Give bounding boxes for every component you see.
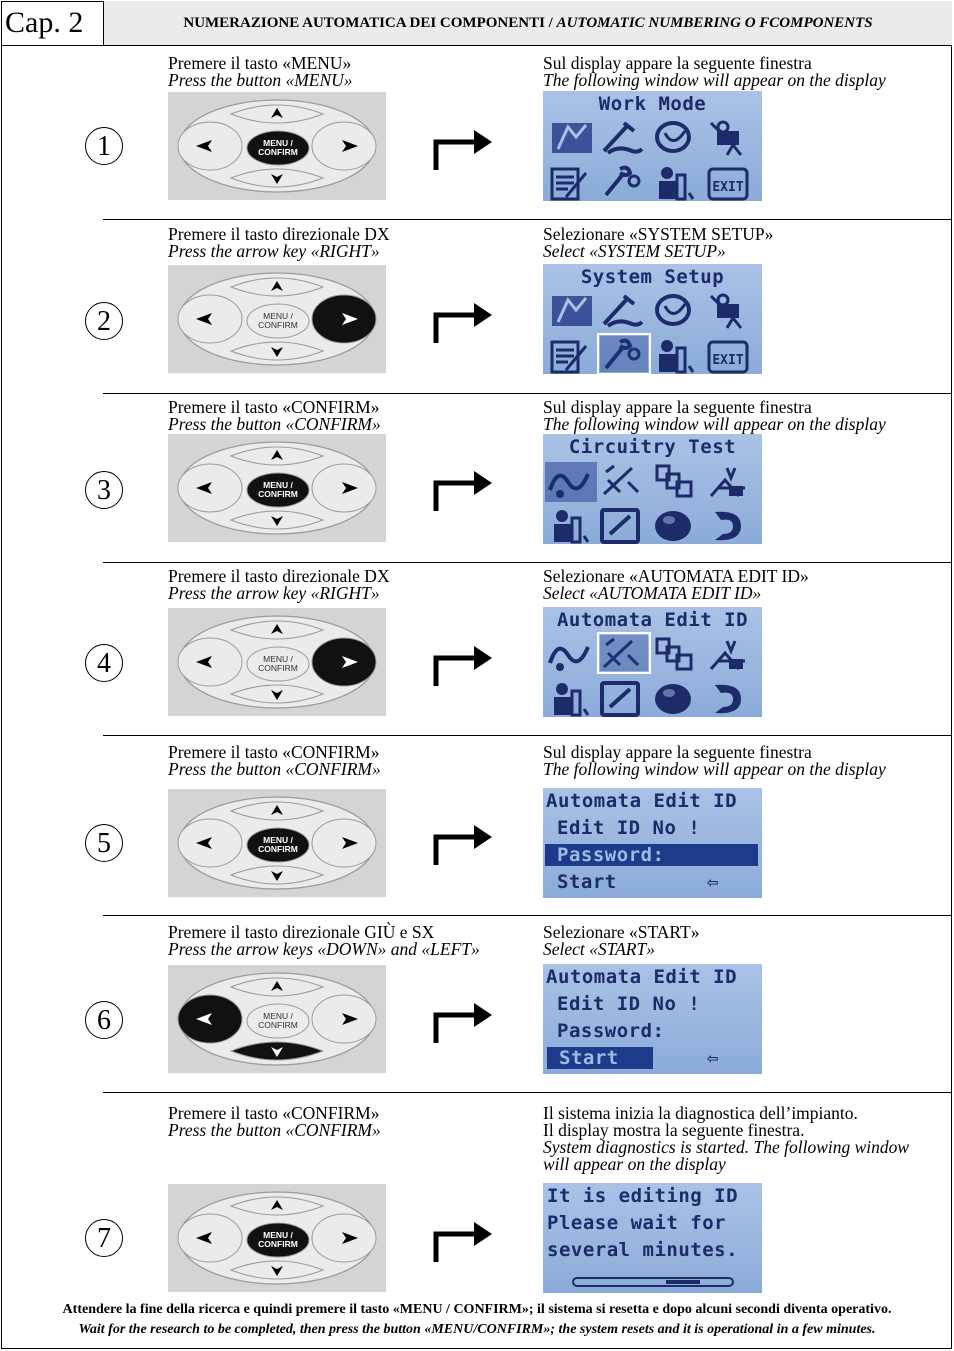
lcd-title: Automata Edit ID xyxy=(546,966,738,988)
result-text xyxy=(543,924,699,958)
lcd-display xyxy=(543,264,762,374)
lcd-message-line: It is editing ID xyxy=(547,1185,739,1207)
step-number: 2 xyxy=(85,302,123,340)
instruction-italian: Premere il tasto «CONFIRM» xyxy=(168,742,380,762)
keypad-right-pressed xyxy=(168,608,386,716)
result-text xyxy=(543,226,773,260)
lcd-display xyxy=(543,434,762,544)
lcd-title: Automata Edit ID xyxy=(556,609,749,631)
step-4 xyxy=(0,562,954,735)
page-title xyxy=(104,1,952,45)
svg-text:CONFIRM: CONFIRM xyxy=(258,1239,298,1249)
svg-text:CONFIRM: CONFIRM xyxy=(258,1020,298,1030)
step-number: 5 xyxy=(85,824,123,862)
keypad-right-pressed xyxy=(168,265,386,373)
result-text xyxy=(543,1105,909,1173)
result-text xyxy=(543,55,886,89)
svg-text:EXIT: EXIT xyxy=(712,353,744,368)
svg-text:MENU /: MENU / xyxy=(263,138,293,148)
lcd-display xyxy=(543,1183,762,1293)
instruction-text xyxy=(168,568,390,602)
arrow-right-icon xyxy=(432,124,494,172)
step-divider xyxy=(103,1092,952,1093)
keypad-menu-pressed xyxy=(168,1184,386,1292)
arrow-right-icon xyxy=(432,640,494,688)
arrow-right-icon xyxy=(432,819,494,867)
footer-english: Wait for the research to be completed, then press the button «MENU/CONFIRM»; the system resets and it is operational in a few minutes. xyxy=(78,1322,876,1337)
lcd-title: Automata Edit ID xyxy=(546,790,738,812)
result-english-2: will appear on the display xyxy=(543,1154,726,1174)
step-divider xyxy=(103,393,952,394)
keypad-menu-pressed xyxy=(168,92,386,200)
step-6 xyxy=(0,915,954,1092)
page-header xyxy=(1,1,952,46)
svg-text:CONFIRM: CONFIRM xyxy=(258,844,298,854)
result-italian: Selezionare «AUTOMATA EDIT ID» xyxy=(543,566,809,586)
step-number: 3 xyxy=(85,471,123,509)
result-english: Select «SYSTEM SETUP» xyxy=(543,241,726,261)
keypad-menu-pressed xyxy=(168,789,386,897)
step-2 xyxy=(0,219,954,393)
result-english: The following window will appear on the display xyxy=(543,70,886,90)
result-italian: Selezionare «START» xyxy=(543,922,700,942)
keypad-down-left-pressed xyxy=(168,965,386,1073)
instruction-text xyxy=(168,924,480,958)
result-text xyxy=(543,399,886,433)
instruction-english: Press the button «CONFIRM» xyxy=(168,414,381,434)
arrow-right-icon xyxy=(432,465,494,513)
svg-text:MENU /: MENU / xyxy=(263,1230,293,1240)
return-arrow-icon: ⇦ xyxy=(707,1047,719,1069)
lcd-line-edit-id: Edit ID No ! xyxy=(557,817,701,839)
svg-text:MENU /: MENU / xyxy=(263,835,293,845)
instruction-italian: Premere il tasto direzionale DX xyxy=(168,224,390,244)
result-italian-2: Il display mostra la seguente finestra. xyxy=(543,1120,805,1140)
instruction-text xyxy=(168,1105,381,1139)
lcd-title: Circuitry Test xyxy=(568,436,737,458)
lcd-display xyxy=(543,607,762,717)
footer-note xyxy=(0,1300,954,1340)
svg-text:MENU /: MENU / xyxy=(263,311,293,321)
instruction-italian: Premere il tasto «MENU» xyxy=(168,53,352,73)
step-divider xyxy=(103,562,952,563)
svg-text:EXIT: EXIT xyxy=(712,180,744,195)
lcd-display xyxy=(543,788,762,898)
instruction-english: Press the arrow key «RIGHT» xyxy=(168,241,380,261)
step-number: 6 xyxy=(85,1001,123,1039)
instruction-text xyxy=(168,55,353,89)
svg-text:MENU /: MENU / xyxy=(263,480,293,490)
step-divider xyxy=(103,219,952,220)
lcd-display xyxy=(543,964,762,1074)
lcd-title: System Setup xyxy=(580,266,725,288)
step-divider xyxy=(103,735,952,736)
result-text xyxy=(543,744,886,778)
svg-text:CONFIRM: CONFIRM xyxy=(258,147,298,157)
result-italian: Selezionare «SYSTEM SETUP» xyxy=(543,224,774,244)
lcd-message-line: Please wait for xyxy=(547,1212,727,1234)
step-number: 1 xyxy=(85,127,123,165)
svg-text:CONFIRM: CONFIRM xyxy=(258,663,298,673)
instruction-english: Press the button «MENU» xyxy=(168,70,353,90)
svg-text:CONFIRM: CONFIRM xyxy=(258,489,298,499)
instruction-text xyxy=(168,744,381,778)
chapter-label: Cap. 2 xyxy=(1,1,104,45)
return-arrow-icon: ⇦ xyxy=(707,871,719,893)
instruction-english: Press the button «CONFIRM» xyxy=(168,759,381,779)
keypad-menu-pressed xyxy=(168,434,386,542)
step-divider xyxy=(103,915,952,916)
result-english: The following window will appear on the display xyxy=(543,414,886,434)
svg-text:CONFIRM: CONFIRM xyxy=(258,320,298,330)
result-italian: Sul display appare la seguente finestra xyxy=(543,742,812,762)
instruction-text xyxy=(168,399,381,433)
instruction-italian: Premere il tasto direzionale GIÙ e SX xyxy=(168,922,435,942)
lcd-line-password: Password: xyxy=(545,844,758,866)
result-italian: Sul display appare la seguente finestra xyxy=(543,53,812,73)
instruction-english: Press the arrow key «RIGHT» xyxy=(168,583,380,603)
title-italian: NUMERAZIONE AUTOMATICA DEI COMPONENTI / xyxy=(183,15,553,31)
step-5 xyxy=(0,735,954,915)
instruction-text xyxy=(168,226,390,260)
instruction-italian: Premere il tasto direzionale DX xyxy=(168,566,390,586)
arrow-right-icon xyxy=(432,297,494,345)
result-english: Select «START» xyxy=(543,939,655,959)
lcd-title: Work Mode xyxy=(598,93,707,115)
svg-text:MENU /: MENU / xyxy=(263,654,293,664)
result-english: The following window will appear on the display xyxy=(543,759,886,779)
arrow-right-icon xyxy=(432,1216,494,1264)
lcd-line-edit-id: Edit ID No ! xyxy=(557,993,701,1015)
step-7 xyxy=(0,1092,954,1300)
instruction-english: Press the arrow keys «DOWN» and «LEFT» xyxy=(168,939,480,959)
lcd-line-start: Start xyxy=(547,1047,653,1069)
step-number: 4 xyxy=(85,644,123,682)
lcd-display xyxy=(543,91,762,201)
step-number: 7 xyxy=(85,1219,123,1257)
lcd-message-line: several minutes. xyxy=(547,1239,739,1261)
step-1 xyxy=(0,46,954,219)
lcd-line-start: Start xyxy=(557,871,617,893)
result-english: Select «AUTOMATA EDIT ID» xyxy=(543,583,762,603)
result-text xyxy=(543,568,809,602)
footer-italian: Attendere la fine della ricerca e quindi premere il tasto «MENU / CONFIRM»; il sistema si resetta e dopo alcuni secondi diventa operativo. xyxy=(62,1302,892,1317)
result-italian: Sul display appare la seguente finestra xyxy=(543,397,812,417)
instruction-italian: Premere il tasto «CONFIRM» xyxy=(168,397,380,417)
instruction-english: Press the button «CONFIRM» xyxy=(168,1120,381,1140)
step-3 xyxy=(0,393,954,562)
result-english: System diagnostics is started. The following window xyxy=(543,1137,910,1157)
title-english: AUTOMATIC NUMBERING O FCOMPONENTS xyxy=(556,15,873,31)
result-italian: Il sistema inizia la diagnostica dell’impianto. xyxy=(543,1103,858,1123)
svg-text:MENU /: MENU / xyxy=(263,1011,293,1021)
lcd-line-password: Password: xyxy=(557,1020,665,1042)
arrow-right-icon xyxy=(432,997,494,1045)
instruction-italian: Premere il tasto «CONFIRM» xyxy=(168,1103,380,1123)
